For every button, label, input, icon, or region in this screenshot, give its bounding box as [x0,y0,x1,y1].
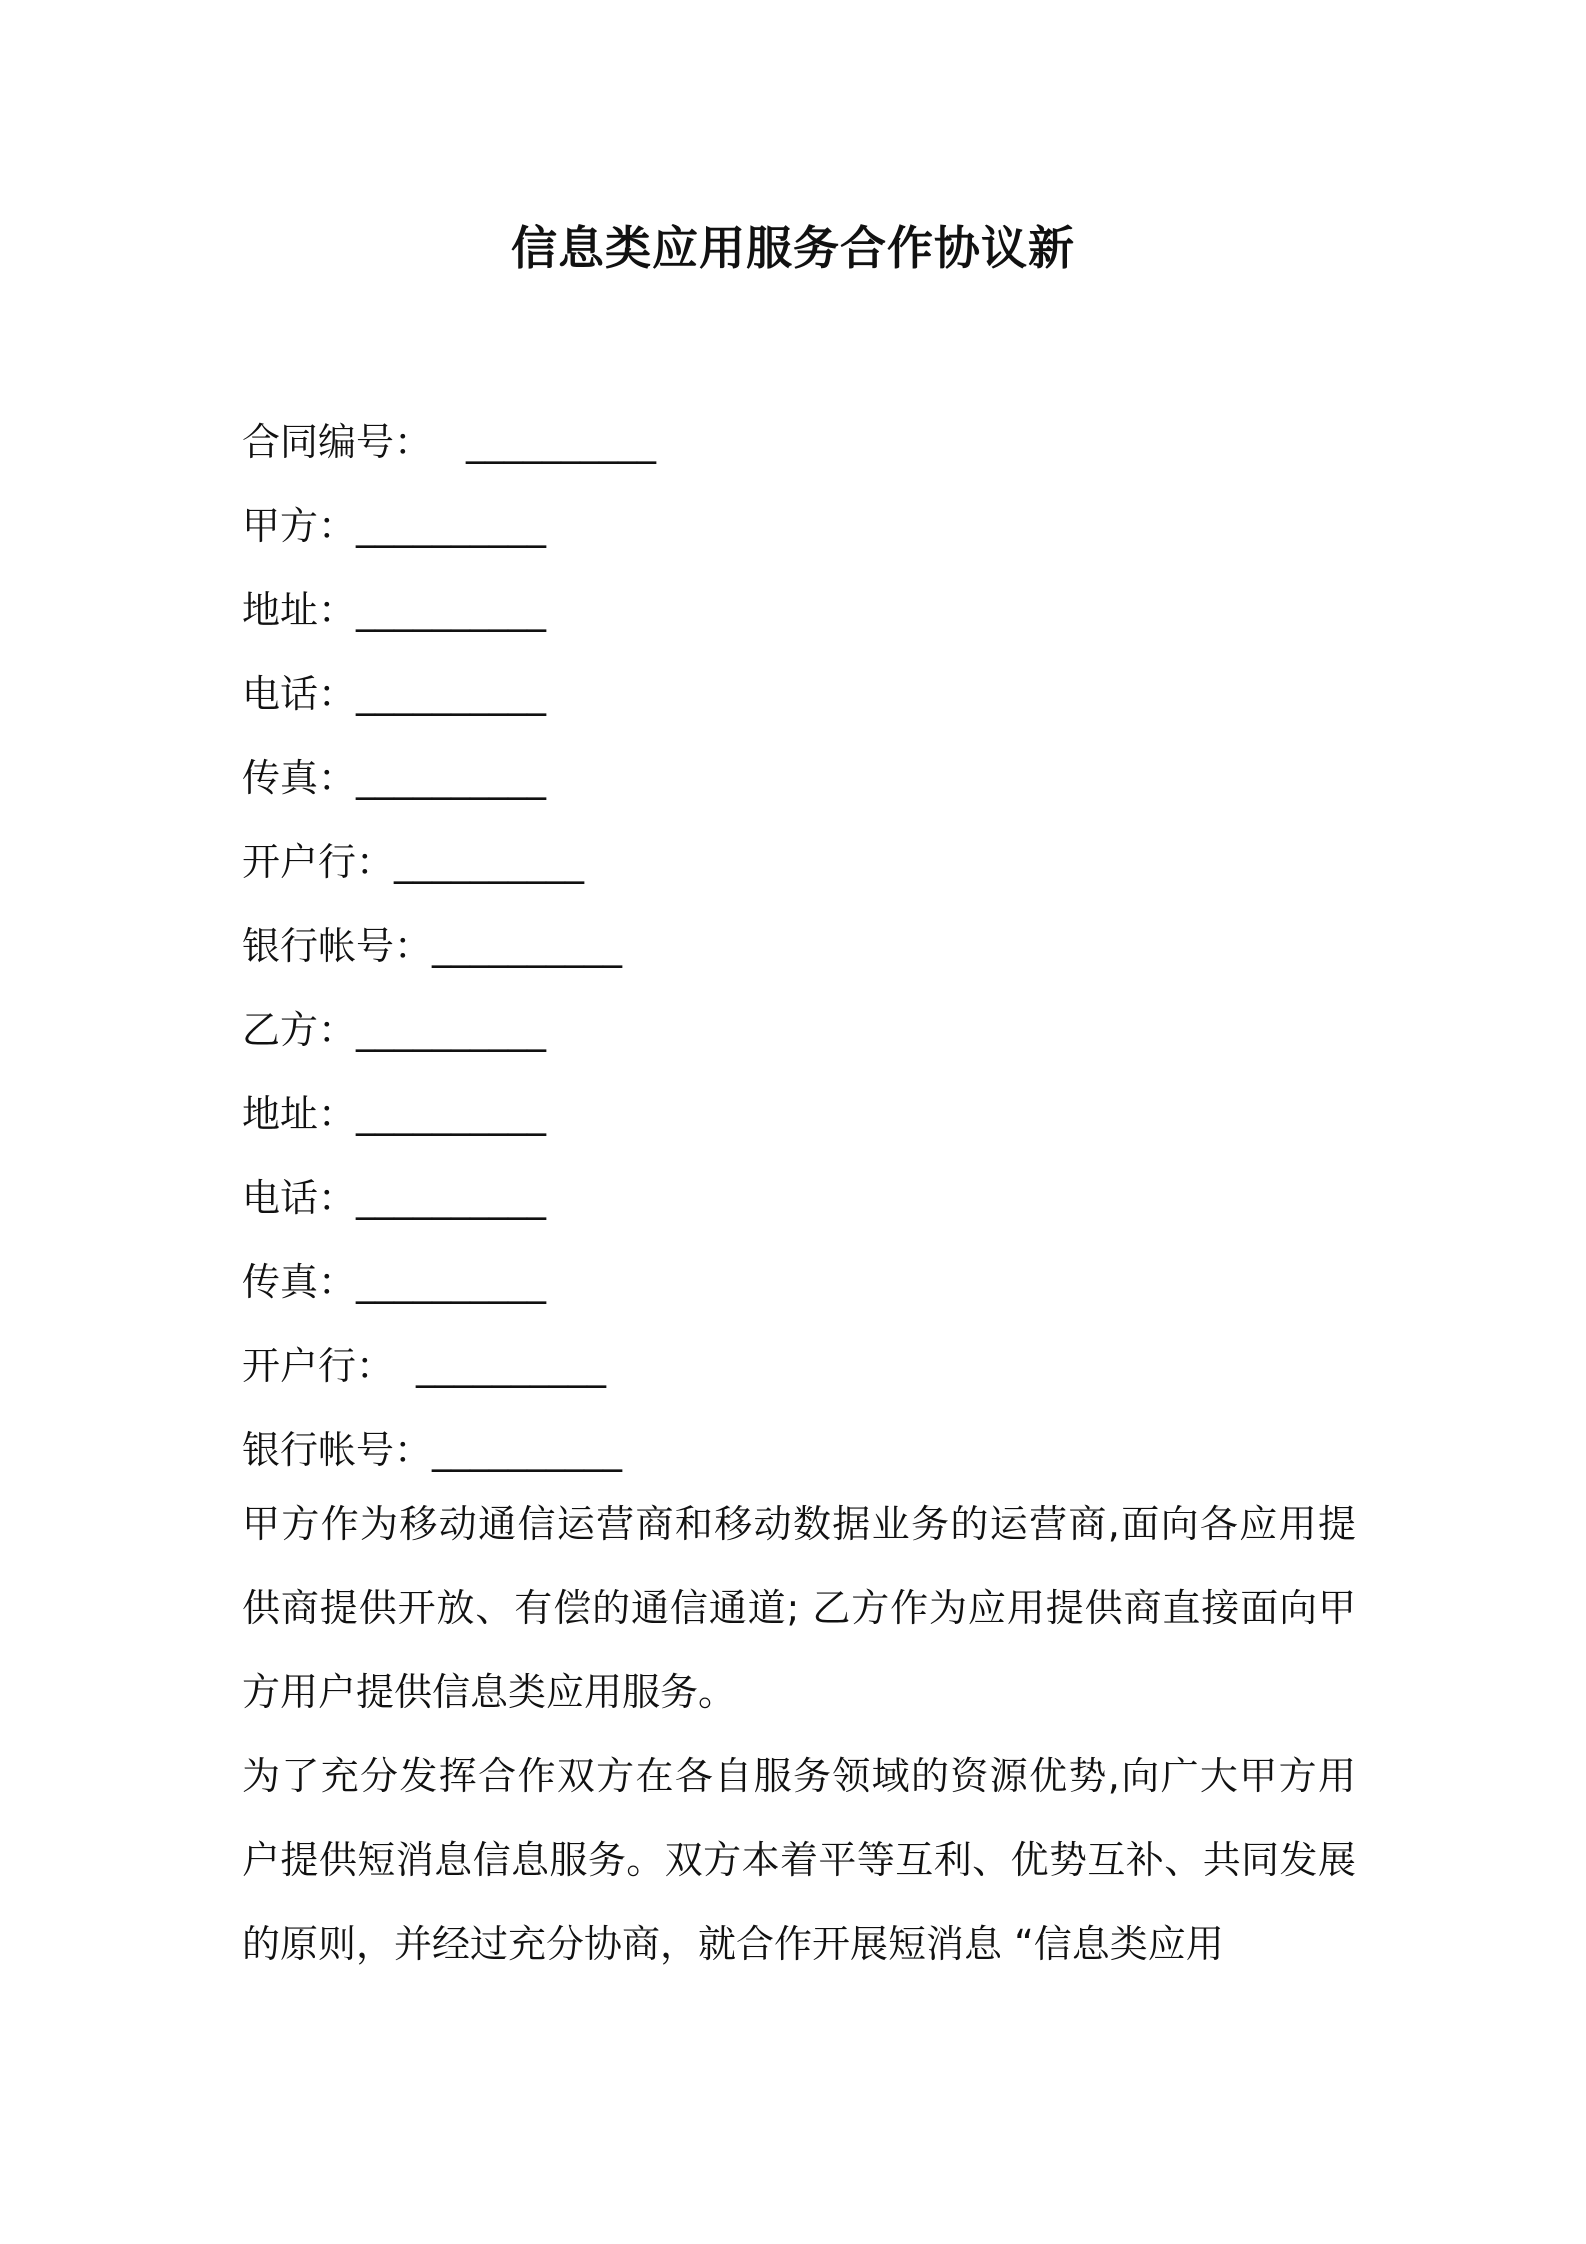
field-blank: __________ [356,504,547,548]
party-a-name-field [242,484,1362,568]
paragraph-purpose: 为了充分发挥合作双方在各自服务领域的资源优势,向广大甲方用户提供短消息信息服务。双方本着平等互利、优势互补、共同发展的原则，并经过充分协商，就合作开展短消息 “信息类应用 [242,1754,1356,1966]
field-blank: __________ [356,1176,547,1220]
party-info-fields [242,400,1362,1492]
field-blank: __________ [416,1344,607,1388]
field-label: 传真： [242,756,357,800]
field-blank: __________ [356,756,547,800]
party-a-bank-field [242,820,1362,904]
field-blank: __________ [356,1008,547,1052]
agreement-body [242,1482,1356,1986]
party-b-phone-field [242,1156,1362,1240]
field-blank: __________ [356,588,547,632]
field-blank: __________ [356,672,547,716]
party-b-name-field [242,988,1362,1072]
field-blank: __________ [356,1260,547,1304]
field-label: 电话： [242,672,357,716]
document-title: 信息类应用服务合作协议新 [511,221,1075,275]
party-b-fax-field [242,1240,1362,1324]
field-blank: __________ [432,924,623,968]
field-label: 电话： [242,1176,357,1220]
field-label: 银行帐号： [242,1428,433,1472]
field-label: 乙方： [242,1008,357,1052]
field-label: 银行帐号： [242,924,433,968]
field-blank: __________ [466,420,657,464]
paragraph-parties-roles: 甲方作为移动通信运营商和移动数据业务的运营商,面向各应用提供商提供开放、有偿的通信通道; 乙方作为应用提供商直接面向甲方用户提供信息类应用服务。 [242,1502,1356,1714]
field-blank: __________ [432,1428,623,1472]
field-label: 地址： [242,1092,357,1136]
party-b-account-field [242,1408,1362,1492]
field-label: 合同编号： [242,420,433,464]
party-b-address-field [242,1072,1362,1156]
field-label: 开户行： [242,840,395,884]
party-a-address-field [242,568,1362,652]
party-a-fax-field [242,736,1362,820]
field-label: 地址： [242,588,357,632]
field-blank: __________ [356,1092,547,1136]
contract-number-field [242,400,1362,484]
field-label: 甲方： [242,504,357,548]
field-label: 传真： [242,1260,357,1304]
party-a-account-field [242,904,1362,988]
party-b-bank-field [242,1324,1362,1408]
party-a-phone-field [242,652,1362,736]
field-blank: __________ [394,840,585,884]
field-label: 开户行： [242,1344,395,1388]
